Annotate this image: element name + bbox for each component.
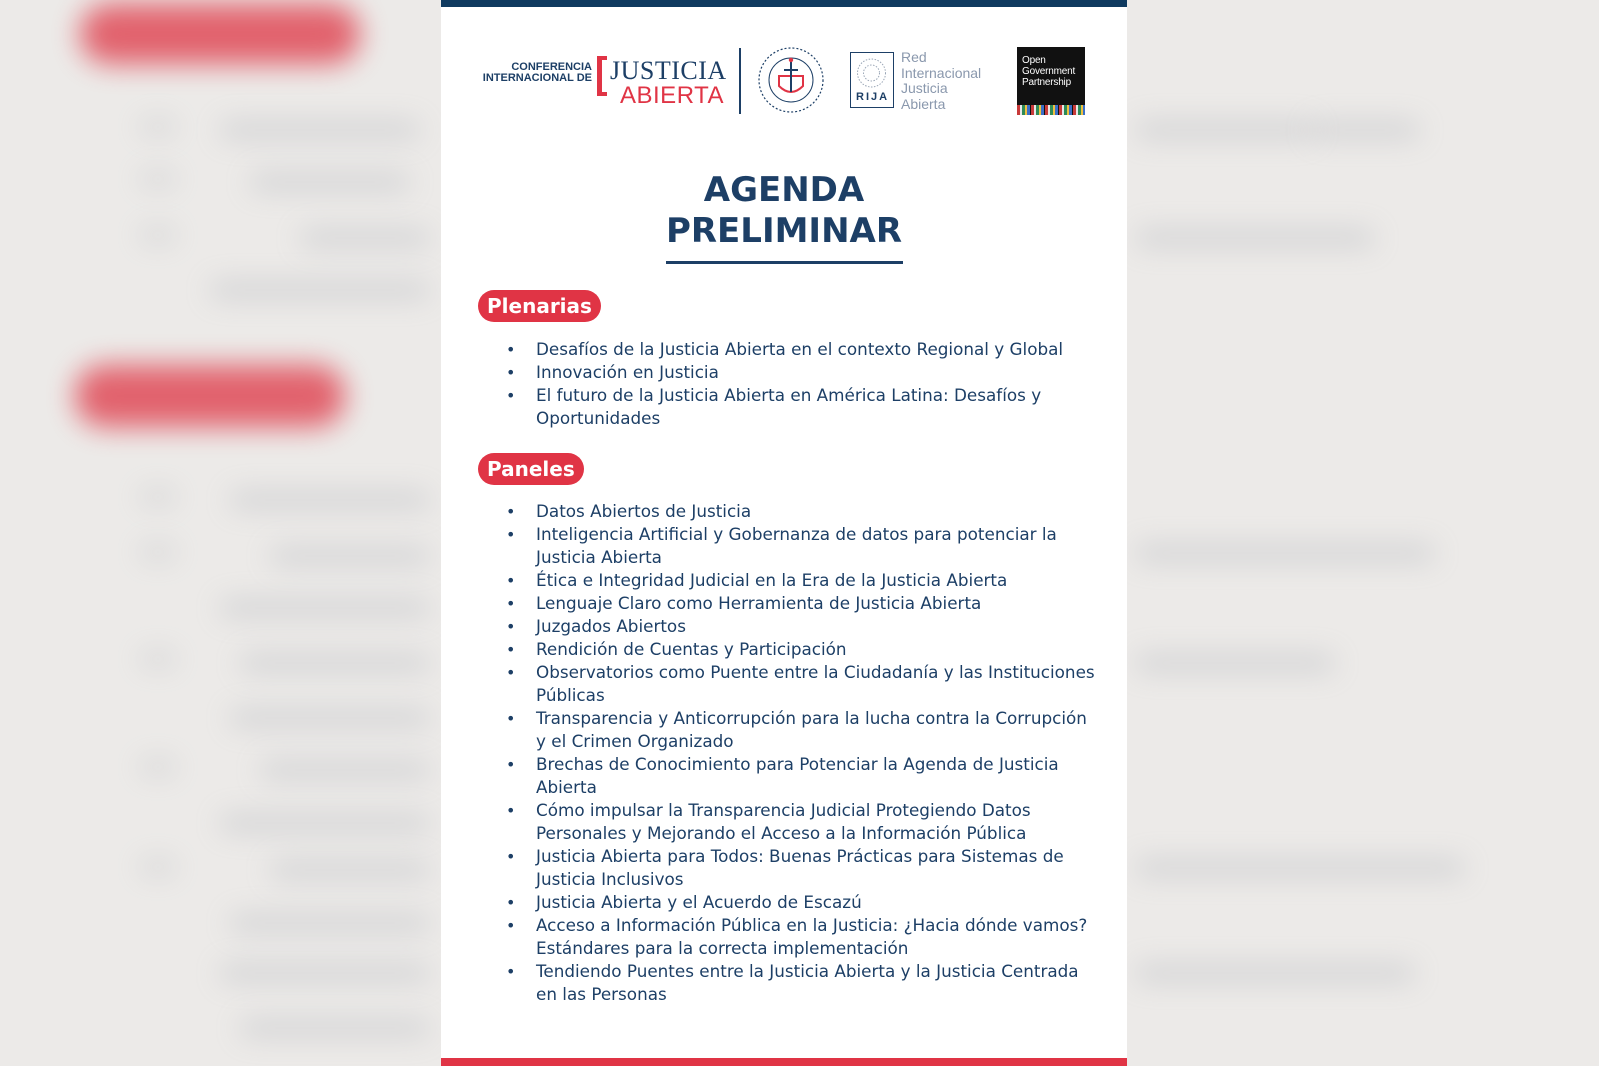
bg-blur-line	[1135, 965, 1415, 981]
agenda-item-line: Cómo impulsar la Transparencia Judicial Protegiendo Datos	[536, 800, 1031, 820]
bg-blur-pill	[80, 4, 360, 64]
agenda-item	[441, 615, 1127, 638]
bg-blur-line	[1135, 860, 1465, 876]
ogp-line: Partnership	[1022, 77, 1071, 88]
title-line2: PRELIMINAR	[665, 211, 903, 251]
bullet-icon: •	[506, 640, 516, 659]
agenda-item-line: Lenguaje Claro como Herramienta de Justicia Abierta	[536, 593, 982, 613]
agenda-item-line: Abierta	[536, 777, 597, 797]
top-accent-bar	[441, 0, 1127, 7]
paneles-list	[441, 500, 1127, 1006]
bullet-icon: •	[506, 386, 516, 405]
bullet-icon: •	[506, 571, 516, 590]
bg-blur-line	[210, 282, 430, 298]
bg-blur-line	[1135, 545, 1435, 561]
title-line1: AGENDA	[703, 170, 865, 210]
agenda-item-line: Personales y Mejorando el Acceso a la Información Pública	[536, 823, 1027, 843]
bg-blur-line	[300, 230, 430, 246]
agenda-item-line: Desafíos de la Justicia Abierta en el contexto Regional y Global	[536, 339, 1064, 359]
agenda-item	[441, 753, 1127, 799]
agenda-item-line: Públicas	[536, 685, 605, 705]
agenda-item-line: Justicia Inclusivos	[536, 869, 684, 889]
agenda-item-line: Datos Abiertos de Justicia	[536, 501, 752, 521]
bullet-icon: •	[506, 502, 516, 521]
bg-blur-line	[1135, 230, 1375, 246]
bg-blur-line	[1135, 655, 1335, 671]
bg-blur-mark	[140, 120, 176, 134]
agenda-item	[441, 638, 1127, 661]
agenda-item	[441, 338, 1127, 361]
rija-name-line: Red	[901, 49, 927, 65]
bg-blur-line	[220, 815, 430, 831]
conference-logo-justicia: JUSTICIA	[610, 56, 727, 85]
bullet-icon: •	[506, 916, 516, 935]
agenda-item-line: Brechas de Conocimiento para Potenciar la Agenda de Justicia	[536, 754, 1059, 774]
agenda-item	[441, 914, 1127, 960]
ogp-line: Government	[1022, 66, 1076, 77]
agenda-item	[441, 891, 1127, 914]
agenda-item-line: Ética e Integridad Judicial en la Era de la Justicia Abierta	[536, 570, 1008, 590]
open-government-partnership-logo	[1017, 47, 1085, 115]
agenda-item	[441, 799, 1127, 845]
bullet-icon: •	[506, 755, 516, 774]
plenarias-list	[441, 338, 1127, 430]
agenda-item	[441, 960, 1127, 1006]
agenda-item-line: Inteligencia Artificial y Gobernanza de datos para potenciar la	[536, 524, 1057, 544]
bg-blur-mark	[140, 228, 176, 242]
agenda-item-line: Justicia Abierta	[536, 547, 662, 567]
bullet-icon: •	[506, 525, 516, 544]
bg-blur-mark	[140, 545, 176, 559]
agenda-item-line: y el Crimen Organizado	[536, 731, 734, 751]
red-bracket-icon	[594, 54, 610, 98]
bullet-icon: •	[506, 847, 516, 866]
section-label-paneles: Paneles	[478, 453, 584, 485]
agenda-item	[441, 661, 1127, 707]
agenda-document	[441, 0, 1127, 1066]
bg-blur-mark	[140, 490, 176, 504]
ogp-line: Open	[1022, 55, 1046, 66]
agenda-item	[441, 707, 1127, 753]
bullet-icon: •	[506, 594, 516, 613]
agenda-item-line: Justicia Abierta y el Acuerdo de Escazú	[536, 892, 862, 912]
bg-blur-line	[240, 1020, 430, 1036]
bg-blur-line	[230, 492, 430, 508]
bullet-icon: •	[506, 617, 516, 636]
bg-blur-line	[220, 600, 430, 616]
bg-blur-line	[250, 174, 410, 190]
bg-blur-pill	[75, 365, 345, 427]
logo-divider	[739, 48, 741, 114]
conference-logo-line2: INTERNACIONAL DE	[482, 72, 592, 84]
bg-blur-line	[270, 862, 430, 878]
bg-blur-line	[1310, 122, 1420, 138]
bg-blur-mark	[140, 860, 176, 874]
bg-blur-line	[220, 122, 420, 138]
bg-blur-line	[230, 915, 430, 931]
agenda-item	[441, 384, 1127, 430]
conference-logo-abierta: ABIERTA	[620, 82, 724, 109]
rija-name-line: Justicia	[901, 80, 948, 96]
bg-blur-line	[270, 548, 430, 564]
agenda-item-line: Juzgados Abiertos	[536, 616, 686, 636]
agenda-item-line: Justicia Abierta para Todos: Buenas Prácticas para Sistemas de	[536, 846, 1064, 866]
agenda-item-line: El futuro de la Justicia Abierta en América Latina: Desafíos y	[536, 385, 1042, 405]
bullet-icon: •	[506, 363, 516, 382]
ogp-color-stripes	[1017, 105, 1085, 115]
agenda-item	[441, 500, 1127, 523]
agenda-item-line: Oportunidades	[536, 408, 661, 428]
agenda-item-line: Observatorios como Puente entre la Ciudadanía y las Instituciones	[536, 662, 1095, 682]
rija-name	[901, 50, 981, 112]
agenda-item-line: Acceso a Información Pública en la Justicia: ¿Hacia dónde vamos?	[536, 915, 1088, 935]
agenda-item-line: en las Personas	[536, 984, 667, 1004]
agenda-item	[441, 845, 1127, 891]
bullet-icon: •	[506, 801, 516, 820]
bullet-icon: •	[506, 709, 516, 728]
bg-blur-line	[220, 965, 430, 981]
bottom-accent-bar	[441, 1058, 1127, 1066]
bg-blur-line	[1135, 122, 1315, 138]
page-title	[441, 170, 1127, 252]
globe-icon	[851, 55, 892, 91]
conference-logo-line1: CONFERENCIA	[511, 61, 592, 73]
rija-emblem	[850, 52, 894, 108]
conference-logo	[474, 54, 742, 110]
sponsor-logos	[441, 40, 1127, 120]
rija-name-line: Abierta	[901, 95, 946, 112]
agenda-item-line: Estándares para la correcta implementación	[536, 938, 909, 958]
ogp-wordmark	[1022, 55, 1075, 88]
bg-blur-line	[260, 762, 430, 778]
bg-blur-line	[230, 710, 430, 726]
bg-blur-line	[240, 655, 430, 671]
section-label-plenarias: Plenarias	[478, 290, 601, 322]
bg-blur-mark	[140, 172, 176, 186]
rija-logo	[850, 50, 1010, 112]
bg-blur-mark	[140, 652, 176, 666]
bullet-icon: •	[506, 962, 516, 981]
poder-judicial-seal-icon	[757, 46, 825, 114]
bullet-icon: •	[506, 893, 516, 912]
agenda-item	[441, 523, 1127, 569]
agenda-item-line: Rendición de Cuentas y Participación	[536, 639, 847, 659]
rija-name-line: Internacional	[901, 64, 982, 81]
agenda-item-line: Innovación en Justicia	[536, 362, 719, 382]
rija-acronym: RIJA	[856, 91, 890, 103]
bullet-icon: •	[506, 340, 516, 359]
agenda-item-line: Tendiendo Puentes entre la Justicia Abierta y la Justicia Centrada	[536, 961, 1079, 981]
conference-logo-caption	[474, 62, 592, 84]
agenda-item	[441, 361, 1127, 384]
bullet-icon: •	[506, 663, 516, 682]
agenda-item-line: Transparencia y Anticorrupción para la lucha contra la Corrupción	[536, 708, 1087, 728]
title-underline	[666, 261, 903, 264]
agenda-item	[441, 569, 1127, 592]
agenda-item	[441, 592, 1127, 615]
bg-blur-mark	[140, 760, 176, 774]
